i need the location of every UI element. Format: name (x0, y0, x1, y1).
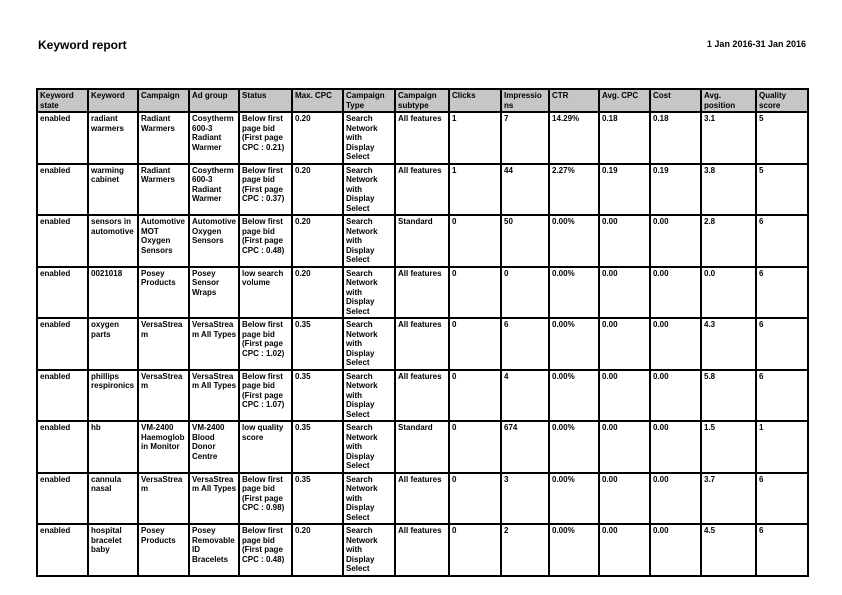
table-cell: All features (395, 370, 449, 422)
table-cell: 0.00 (650, 473, 701, 525)
table-cell: Automotive MOT Oxygen Sensors (138, 215, 189, 267)
table-cell: Posey Sensor Wraps (189, 267, 239, 319)
table-row (37, 524, 808, 576)
table-cell: Cosytherm 600-3 Radiant Warmer (189, 164, 239, 216)
table-cell: 0 (449, 421, 501, 473)
table-cell: VersaStream All Types (189, 370, 239, 422)
table-cell: cannula nasal (88, 473, 138, 525)
table-cell: 3 (501, 473, 549, 525)
table-cell: 0.00 (650, 421, 701, 473)
table-cell: 3.1 (701, 112, 756, 164)
table-cell: 0.19 (650, 164, 701, 216)
table-cell: 0.00 (650, 318, 701, 370)
table-cell: 1 (756, 421, 808, 473)
table-cell: hb (88, 421, 138, 473)
table-cell: hospital bracelet baby (88, 524, 138, 576)
column-header: Clicks (449, 89, 501, 112)
keyword-report-table (36, 88, 809, 577)
table-row (37, 370, 808, 422)
column-header: Avg. position (701, 89, 756, 112)
table-cell: 0 (449, 267, 501, 319)
table-row (37, 473, 808, 525)
table-cell: 0.00 (650, 370, 701, 422)
table-cell: All features (395, 318, 449, 370)
table-cell: VersaStream (138, 318, 189, 370)
table-cell: Below first page bid (First page CPC : 1.07) (239, 370, 292, 422)
table-cell: 7 (501, 112, 549, 164)
table-cell: 6 (756, 473, 808, 525)
table-cell: 0.00 (650, 267, 701, 319)
table-cell: 5 (756, 112, 808, 164)
table-cell: 0.20 (292, 215, 343, 267)
column-header: Campaign (138, 89, 189, 112)
table-cell: Search Network with Display Select (343, 421, 395, 473)
table-row (37, 112, 808, 164)
table-cell: Search Network with Display Select (343, 370, 395, 422)
table-cell: enabled (37, 318, 88, 370)
table-cell: low quality score (239, 421, 292, 473)
table-cell: 0.00 (599, 267, 650, 319)
table-row (37, 267, 808, 319)
table-cell: Search Network with Display Select (343, 267, 395, 319)
table-cell: All features (395, 164, 449, 216)
table-cell: 3.8 (701, 164, 756, 216)
table-cell: Posey Products (138, 524, 189, 576)
table-cell: 5 (756, 164, 808, 216)
table-cell: 0 (449, 370, 501, 422)
table-cell: 1 (449, 112, 501, 164)
table-cell: 0.00% (549, 215, 599, 267)
table-cell: Posey Products (138, 267, 189, 319)
table-cell: low search volume (239, 267, 292, 319)
table-cell: 0.19 (599, 164, 650, 216)
table-cell: 0.20 (292, 164, 343, 216)
column-header: Status (239, 89, 292, 112)
table-cell: 6 (756, 267, 808, 319)
table-cell: 0.35 (292, 421, 343, 473)
table-cell: 0 (449, 473, 501, 525)
report-table-head-row (37, 89, 808, 112)
table-cell: 0.00 (599, 318, 650, 370)
table-cell: VM-2400 Haemoglobin Monitor (138, 421, 189, 473)
table-cell: Standard (395, 215, 449, 267)
table-cell: Below first page bid (First page CPC : 0.48) (239, 215, 292, 267)
table-cell: 0021018 (88, 267, 138, 319)
table-cell: 0.35 (292, 370, 343, 422)
table-cell: enabled (37, 164, 88, 216)
table-cell: Automotive Oxygen Sensors (189, 215, 239, 267)
table-cell: 1 (449, 164, 501, 216)
table-cell: 0.00% (549, 473, 599, 525)
table-cell: Below first page bid (First page CPC : 0.98) (239, 473, 292, 525)
table-cell: 0.00 (599, 215, 650, 267)
table-cell: 0.20 (292, 267, 343, 319)
table-cell: Search Network with Display Select (343, 215, 395, 267)
table-cell: phillips respironics (88, 370, 138, 422)
table-cell: 0.00% (549, 524, 599, 576)
page-title: Keyword report (38, 38, 127, 52)
table-cell: 1.5 (701, 421, 756, 473)
column-header: Campaign Type (343, 89, 395, 112)
table-cell: 0.00 (599, 524, 650, 576)
table-cell: Search Network with Display Select (343, 473, 395, 525)
column-header: Impressions (501, 89, 549, 112)
table-cell: 2 (501, 524, 549, 576)
table-cell: 0.18 (650, 112, 701, 164)
table-cell: 0.35 (292, 473, 343, 525)
table-cell: All features (395, 473, 449, 525)
table-cell: Posey Removable ID Bracelets (189, 524, 239, 576)
table-cell: enabled (37, 421, 88, 473)
table-cell: 4 (501, 370, 549, 422)
table-cell: VersaStream (138, 473, 189, 525)
date-range: 1 Jan 2016-31 Jan 2016 (706, 39, 806, 49)
table-cell: Cosytherm 600-3 Radiant Warmer (189, 112, 239, 164)
table-cell: enabled (37, 473, 88, 525)
report-table-body (37, 112, 808, 576)
table-cell: 6 (756, 370, 808, 422)
table-cell: 0 (449, 215, 501, 267)
table-cell: enabled (37, 267, 88, 319)
table-cell: 6 (756, 215, 808, 267)
table-cell: Below first page bid (First page CPC : 1.02) (239, 318, 292, 370)
table-cell: enabled (37, 215, 88, 267)
table-cell: 0.00% (549, 267, 599, 319)
column-header: CTR (549, 89, 599, 112)
table-cell: oxygen parts (88, 318, 138, 370)
table-cell: Search Network with Display Select (343, 112, 395, 164)
table-cell: Radiant Warmers (138, 112, 189, 164)
table-cell: 0.20 (292, 112, 343, 164)
table-cell: 4.5 (701, 524, 756, 576)
table-cell: All features (395, 112, 449, 164)
table-cell: 0.00 (599, 421, 650, 473)
table-cell: 14.29% (549, 112, 599, 164)
table-cell: 2.27% (549, 164, 599, 216)
table-cell: 0.00 (650, 524, 701, 576)
column-header: Keyword (88, 89, 138, 112)
table-cell: 0 (449, 524, 501, 576)
table-cell: 0.00 (599, 473, 650, 525)
column-header: Quality score (756, 89, 808, 112)
table-row (37, 164, 808, 216)
table-cell: 0 (501, 267, 549, 319)
table-cell: enabled (37, 524, 88, 576)
table-cell: enabled (37, 370, 88, 422)
table-cell: 674 (501, 421, 549, 473)
column-header: Cost (650, 89, 701, 112)
table-cell: VM-2400 Blood Donor Centre (189, 421, 239, 473)
table-cell: 3.7 (701, 473, 756, 525)
table-cell: sensors in automotive (88, 215, 138, 267)
table-cell: VersaStream All Types (189, 473, 239, 525)
table-cell: 4.3 (701, 318, 756, 370)
table-cell: All features (395, 267, 449, 319)
table-cell: 0.0 (701, 267, 756, 319)
table-cell: 5.8 (701, 370, 756, 422)
table-cell: Radiant Warmers (138, 164, 189, 216)
table-cell: 0.20 (292, 524, 343, 576)
table-cell: VersaStream (138, 370, 189, 422)
table-cell: Search Network with Display Select (343, 318, 395, 370)
column-header: Max. CPC (292, 89, 343, 112)
column-header: Avg. CPC (599, 89, 650, 112)
table-cell: 0 (449, 318, 501, 370)
table-row (37, 215, 808, 267)
table-cell: 2.8 (701, 215, 756, 267)
table-cell: 50 (501, 215, 549, 267)
table-cell: Below first page bid (First page CPC : 0.37) (239, 164, 292, 216)
column-header: Keyword state (37, 89, 88, 112)
column-header: Campaign subtype (395, 89, 449, 112)
table-cell: enabled (37, 112, 88, 164)
table-cell: 0.00% (549, 318, 599, 370)
table-cell: 0.00 (650, 215, 701, 267)
column-header: Ad group (189, 89, 239, 112)
table-cell: Search Network with Display Select (343, 164, 395, 216)
table-cell: 6 (501, 318, 549, 370)
table-cell: 44 (501, 164, 549, 216)
table-cell: warming cabinet (88, 164, 138, 216)
table-row (37, 421, 808, 473)
table-cell: 0.00% (549, 421, 599, 473)
table-cell: Below first page bid (First page CPC : 0.48) (239, 524, 292, 576)
table-cell: Standard (395, 421, 449, 473)
table-cell: 0.00 (599, 370, 650, 422)
table-cell: 0.18 (599, 112, 650, 164)
table-cell: 6 (756, 318, 808, 370)
table-row (37, 318, 808, 370)
table-cell: 0.00% (549, 370, 599, 422)
table-cell: Below first page bid (First page CPC : 0.21) (239, 112, 292, 164)
table-cell: All features (395, 524, 449, 576)
table-cell: radiant warmers (88, 112, 138, 164)
table-cell: VersaStream All Types (189, 318, 239, 370)
table-cell: 0.35 (292, 318, 343, 370)
table-cell: Search Network with Display Select (343, 524, 395, 576)
table-cell: 6 (756, 524, 808, 576)
